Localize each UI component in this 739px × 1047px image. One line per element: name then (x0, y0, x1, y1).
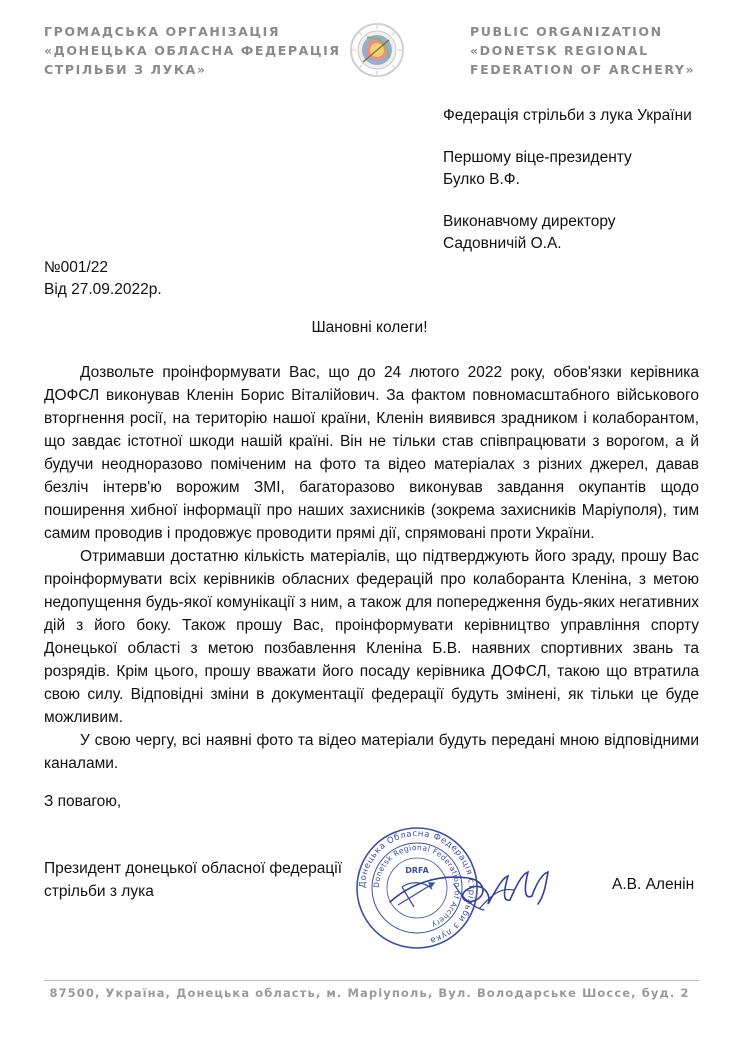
body-paragraph-3: У свою чергу, всі наявні фото та відео матеріали будуть передані мною відповідними каналами. (44, 732, 699, 772)
reference-block (44, 257, 162, 301)
footer-divider (44, 980, 699, 981)
stamp-center-text: DRFA (405, 866, 429, 875)
addressee-organization: Федерація стрільби з лука України (443, 107, 692, 124)
stamp-inner-text: Donetsk Regional Federation of Archery (371, 842, 463, 930)
letterhead-en-line-1: PUBLIC ORGANIZATION (470, 24, 663, 39)
letterhead-en-line-3: FEDERATION OF ARCHERY» (470, 62, 696, 77)
body-paragraph-2: Отримавши достатню кількість матеріалів, що підтверджують його зраду, прошу Вас проінформувати всіх керівників обласних федерацій про колаборанта Кленіна, з метою недопущення будь-якої комунікації з ним, а також для попередження будь-яких негативних дій з його боку. Також прошу Вас, проінформувати керівництво управління спорту Донецької області з метою позбавлення Кленіна Б.В. наявних спортивних звань та розрядів. Крім цього, прошу вважати його посаду керівника ДОФСЛ, такою що втратила свою силу. Відповідні зміни в документації федерації будуть змінені, як тільки це буде можливим. (44, 548, 699, 726)
signatory-title-line-2: стрільби з лука (44, 883, 154, 900)
addressee-block (443, 105, 692, 255)
addressee-position-1: Першому віце-президенту (443, 149, 632, 166)
signatory-title (44, 857, 342, 903)
letterhead-ua-line-1: ГРОМАДСЬКА ОРГАНІЗАЦІЯ (44, 24, 281, 39)
letterhead-english (470, 22, 730, 79)
letterhead-ua-line-3: СТРІЛЬБИ З ЛУКА» (44, 62, 207, 77)
archery-target-emblem-icon (349, 22, 405, 78)
greeting: Шановні колеги! (311, 319, 428, 336)
letter-body (44, 361, 699, 775)
reference-date: Від 27.09.2022р. (44, 281, 162, 298)
body-paragraph-1: Дозвольте проінформувати Вас, що до 24 лютого 2022 року, обов'язки керівника ДОФСЛ виконував Кленін Борис Віталійович. За фактом повномасштабного військового вторгнення росії, на територію нашої країни, Кленін виявився зрадником і колаборантом, що завдає істотної шкоди нашій країні. Він не тільки став співпрацювати з ворогом, а й будучи неодноразово поміченим на фото та відео матеріалах з різних джерел, давав безліч інтерв'ю ворожим ЗМІ, багаторазово виконував завдання окупантів щодо поширення хибної інформації про наших захисників (зокрема захисників Маріуполя), тим самим проводив і продовжує проводити прямі дії, спрямовані проти України. (44, 364, 699, 542)
addressee-name-1: Булко В.Ф. (443, 171, 520, 188)
addressee-position-2: Виконавчому директору (443, 213, 616, 230)
signatory-name: А.В. Аленін (612, 876, 695, 893)
letterhead-ua-line-2: «ДОНЕЦЬКА ОБЛАСНА ФЕДЕРАЦІЯ (44, 43, 341, 58)
letterhead-en-line-2: «DONETSK REGIONAL (470, 43, 649, 58)
closing: З повагою, (44, 793, 122, 810)
signatory-title-line-1: Президент донецької обласної федерації (44, 860, 342, 877)
footer-address: 87500, Україна, Донецька область, м. Маріуполь, Вул. Володарське Шоссе, буд. 2 (49, 986, 690, 1000)
stamp-outer-text: Донецька Обласна Федерація стрільби з лука (357, 828, 477, 946)
handwritten-signature (384, 848, 554, 928)
addressee-name-2: Садовничій О.А. (443, 235, 562, 252)
reference-number: №001/22 (44, 259, 109, 276)
letterhead-ukrainian (44, 22, 344, 79)
